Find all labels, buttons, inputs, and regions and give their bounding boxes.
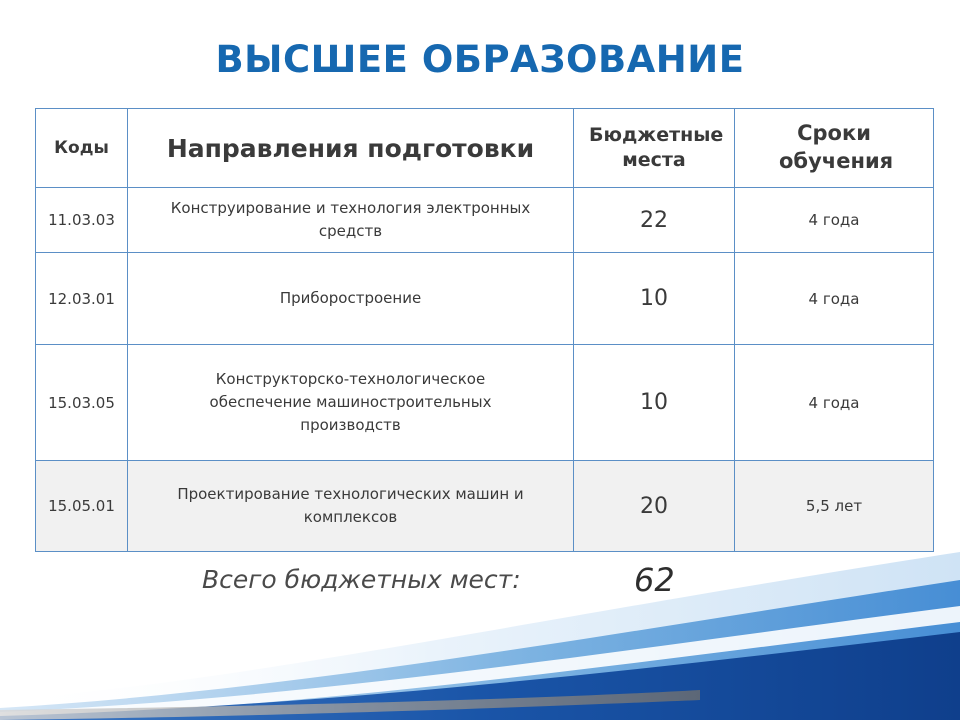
table-header-row: [36, 109, 934, 188]
cell-duration: 4 года: [735, 345, 934, 461]
table-row: [36, 345, 934, 461]
header-codes: Коды: [36, 109, 128, 188]
header-study-duration: [735, 109, 934, 188]
cell-direction: [128, 188, 574, 253]
header-directions: Направления подготовки: [128, 109, 574, 188]
cell-budget-places: 10: [574, 345, 735, 461]
footer-wave-decoration: [0, 540, 960, 720]
cell-duration: 4 года: [735, 188, 934, 253]
table-row: [36, 253, 934, 345]
header-budget-places-text: Бюджетные места: [589, 123, 724, 171]
cell-budget-places: 22: [574, 188, 735, 253]
cell-budget-places: 20: [574, 461, 735, 552]
cell-direction: [128, 345, 574, 461]
cell-code: 15.05.01: [36, 461, 128, 552]
total-budget-label: Всего бюджетных мест:: [202, 565, 521, 594]
cell-direction-text: Конструкторско-технологическое обеспечение машиностроительных производств: [209, 369, 492, 435]
cell-code: 15.03.05: [36, 345, 128, 461]
cell-duration: 4 года: [735, 253, 934, 345]
cell-direction-text: Конструирование и технология электронных средств: [170, 198, 531, 240]
header-study-duration-text: Сроки обучения: [779, 121, 894, 173]
slide-title: ВЫСШЕЕ ОБРАЗОВАНИЕ: [215, 38, 745, 81]
cell-direction-text: Проектирование технологических машин и комплексов: [177, 484, 524, 526]
table-row: [36, 461, 934, 552]
table-row: [36, 188, 934, 253]
cell-code: 11.03.03: [36, 188, 128, 253]
cell-code: 12.03.01: [36, 253, 128, 345]
header-budget-places: [574, 109, 735, 188]
cell-direction: Приборостроение: [128, 253, 574, 345]
cell-direction: [128, 461, 574, 552]
programs-table: [35, 108, 934, 552]
cell-duration: 5,5 лет: [735, 461, 934, 552]
total-budget-value: 62: [634, 561, 675, 599]
cell-budget-places: 10: [574, 253, 735, 345]
